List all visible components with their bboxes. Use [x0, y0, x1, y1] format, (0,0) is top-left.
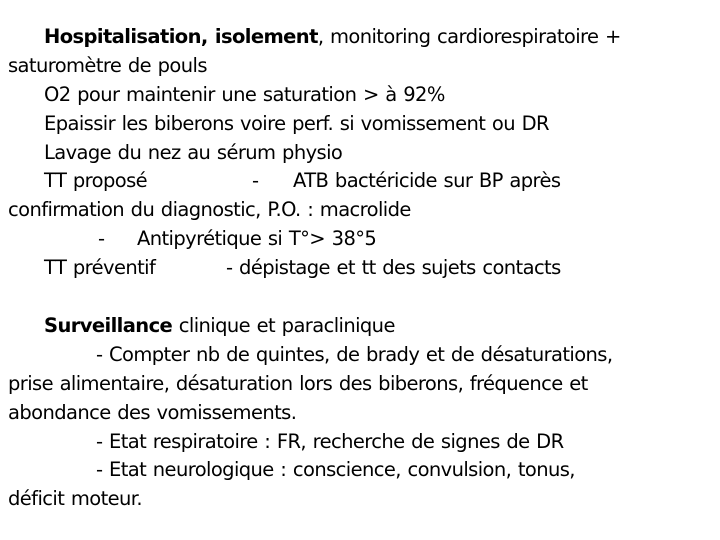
- hospitalisation-text: , monitoring cardiorespiratoire +: [317, 25, 621, 48]
- lavage-line: Lavage du nez au sérum physio: [44, 141, 343, 164]
- tt-preventif-text: - dépistage et tt des sujets contacts: [226, 256, 561, 279]
- surveillance-item-quintes: - Compter nb de quintes, de brady et de désaturations,: [96, 343, 613, 366]
- surveillance-heading: Surveillance: [44, 314, 173, 337]
- hospitalisation-line: [44, 22, 621, 51]
- hospitalisation-heading: Hospitalisation, isolement: [44, 25, 318, 48]
- tt-propose-text: ATB bactéricide sur BP après: [293, 169, 561, 192]
- surveillance-title-text: clinique et paraclinique: [172, 314, 395, 337]
- saturometre-line: saturomètre de pouls: [8, 54, 207, 77]
- o2-line: O2 pour maintenir une saturation > à 92%: [44, 83, 445, 106]
- surveillance-item-neurologique: - Etat neurologique : conscience, convulsion, tonus,: [96, 458, 575, 481]
- surveillance-item-respiratoire: - Etat respiratoire : FR, recherche de signes de DR: [96, 430, 564, 453]
- antipyretique-text: Antipyrétique si T°> 38°5: [137, 227, 377, 250]
- biberons-line: Epaissir les biberons voire perf. si vomissement ou DR: [44, 112, 549, 135]
- tt-preventif-label: TT préventif: [44, 256, 156, 279]
- surveillance-title-line: [44, 311, 395, 340]
- surveillance-item-quintes-cont1: prise alimentaire, désaturation lors des biberons, fréquence et: [8, 372, 588, 395]
- tt-propose-dash: -: [252, 169, 259, 192]
- antipyretique-dash: -: [98, 227, 105, 250]
- confirmation-line: confirmation du diagnostic, P.O. : macrolide: [8, 198, 411, 221]
- surveillance-item-neurologique-cont: déficit moteur.: [8, 487, 142, 510]
- surveillance-item-quintes-cont2: abondance des vomissements.: [8, 401, 297, 424]
- tt-propose-label: TT proposé: [44, 169, 148, 192]
